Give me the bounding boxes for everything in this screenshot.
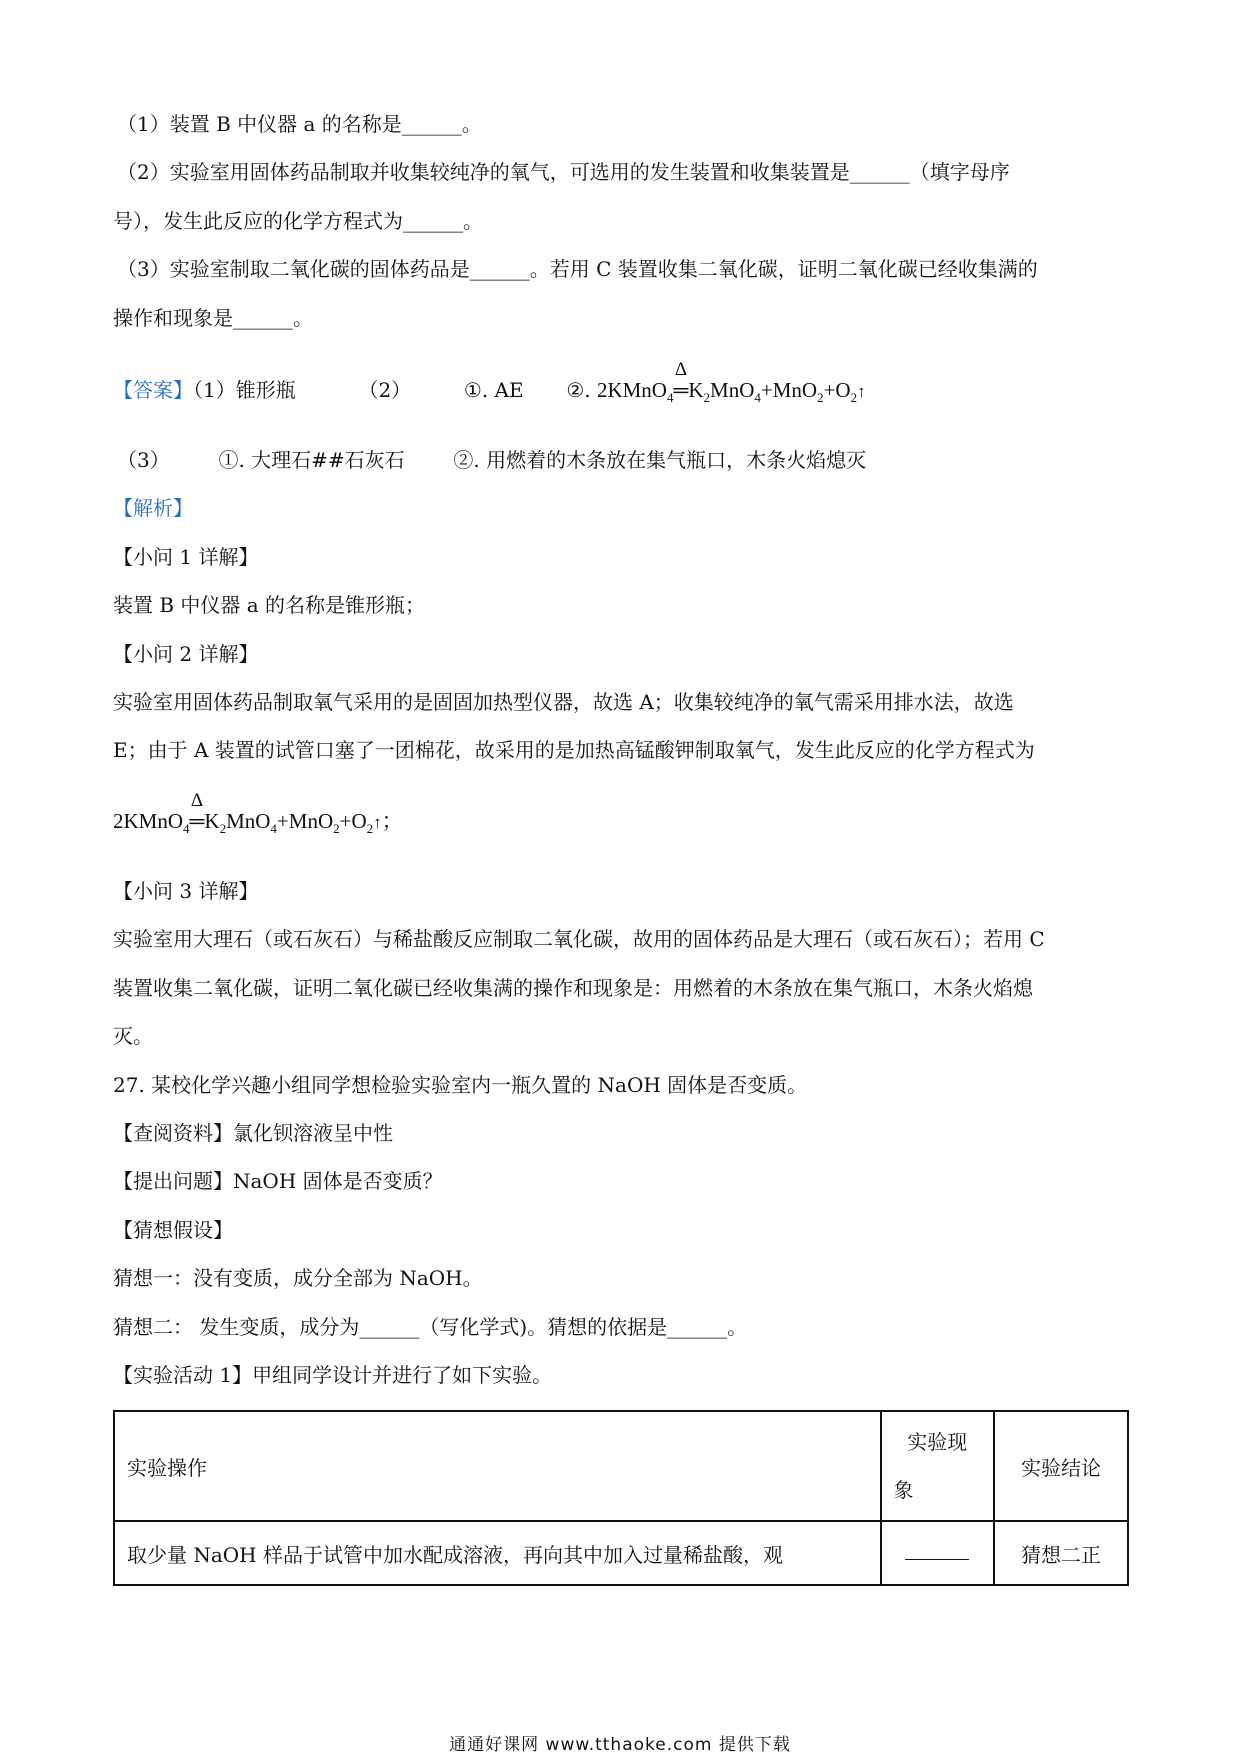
heat-condition-icon: Δ: [190, 789, 204, 811]
q27-hypothesis-title: 【猜想假设】: [113, 1217, 233, 1242]
q27-stem: 27. 某校化学兴趣小组同学想检验实验室内一瓶久置的 NaOH 固体是否变质。: [113, 1072, 808, 1097]
answer-part3-num: （3）: [117, 448, 170, 473]
analysis-equation-line: [113, 775, 1128, 867]
q27-problem: 【提出问题】NaOH 固体是否变质？: [113, 1169, 443, 1194]
sub3-text-2: 装置收集二氧化碳，证明二氧化碳已经收集满的操作和现象是：用燃着的木条放在集气瓶口，木条火焰熄: [113, 975, 1033, 1000]
analysis-equation: 2KMnO$_4$ Δ $═K_2MnO_4+MnO_2+O_2↑$；: [113, 775, 403, 875]
row1-phenomenon-blank: [881, 1521, 994, 1585]
answer-part2-num: （2）: [358, 378, 412, 403]
answer-part1: （1）锥形瓶: [193, 378, 296, 403]
answer-part2-b-prefix: ②.: [566, 378, 591, 403]
q26-part2-line1: （2）实验室用固体药品制取并收集较纯净的氧气，可选用的发生装置和收集装置是______（填字母序: [117, 160, 1010, 185]
header-phenomenon: 实验现 象: [881, 1411, 994, 1521]
header-operation: 实验操作: [114, 1411, 881, 1521]
header-conclusion: 实验结论: [994, 1411, 1128, 1521]
q27-hypothesis-2: 猜想二： 发生变质，成分为______（写化学式)。猜想的依据是______。: [113, 1314, 748, 1339]
document-body: [113, 100, 1128, 1399]
answer-line-1: [113, 354, 1128, 426]
sub2-text-2: E；由于 A 装置的试管口塞了一团棉花，故采用的是加热高锰酸钾制取氧气，发生此反应的化学方程式为: [113, 738, 1035, 763]
answer-part3-a: ①. 大理石##石灰石: [218, 448, 405, 473]
answer-label: 【答案】: [113, 378, 193, 403]
q26-part3-line2: 操作和现象是______。: [113, 305, 313, 330]
row1-conclusion: 猜想二正: [994, 1521, 1128, 1585]
analysis-label: 【解析】: [113, 496, 193, 521]
page-footer: 通通好课网 www.tthaoke.com 提供下载: [449, 1735, 791, 1755]
q26-part2-line2: 号），发生此反应的化学方程式为______。: [113, 208, 483, 233]
q27-activity: 【实验活动 1】甲组同学设计并进行了如下实验。: [113, 1362, 553, 1387]
heat-condition-icon: Δ: [674, 359, 688, 381]
answer-line-2: [113, 436, 1128, 484]
q26-part3-line1: （3）实验室制取二氧化碳的固体药品是______。若用 C 装置收集二氧化碳，证明二氧化碳已经收集满的: [117, 257, 1038, 282]
sub1-text: 装置 B 中仪器 a 的名称是锥形瓶；: [113, 593, 426, 618]
sub3-title: 【小问 3 详解】: [113, 878, 259, 903]
sub3-text-3: 灭。: [113, 1024, 153, 1049]
row1-operation: 取少量 NaOH 样品于试管中加水配成溶液，再向其中加入过量稀盐酸，观: [114, 1521, 881, 1585]
q26-part1: （1）装置 B 中仪器 a 的名称是______。: [117, 112, 482, 136]
q27-hypothesis-1: 猜想一：没有变质，成分全部为 NaOH。: [113, 1266, 483, 1291]
answer-part2-a: ①. AE: [463, 378, 524, 403]
experiment-table: [113, 1410, 1129, 1586]
table-row: [114, 1521, 1128, 1585]
sub1-title: 【小问 1 详解】: [113, 544, 259, 569]
answer-part3-b: ②. 用燃着的木条放在集气瓶口，木条火焰熄灭: [453, 448, 867, 473]
answer-equation: 2KMnO$_4$ Δ $═K_2MnO_4+MnO_2+O_2↑$: [597, 354, 866, 434]
gas-arrow-icon: ↑: [857, 382, 866, 402]
sub2-title: 【小问 2 详解】: [113, 641, 259, 666]
sub3-text-1: 实验室用大理石（或石灰石）与稀盐酸反应制取二氧化碳，故用的固体药品是大理石（或石灰石）；若用 C: [113, 927, 1045, 952]
sub2-text-1: 实验室用固体药品制取氧气采用的是固固加热型仪器，故选 A；收集较纯净的氧气需采用排水法，故选: [113, 690, 1014, 715]
table-header-row: [114, 1411, 1128, 1521]
gas-arrow-icon: ↑: [373, 812, 382, 832]
q27-info: 【查阅资料】氯化钡溶液呈中性: [113, 1120, 393, 1145]
